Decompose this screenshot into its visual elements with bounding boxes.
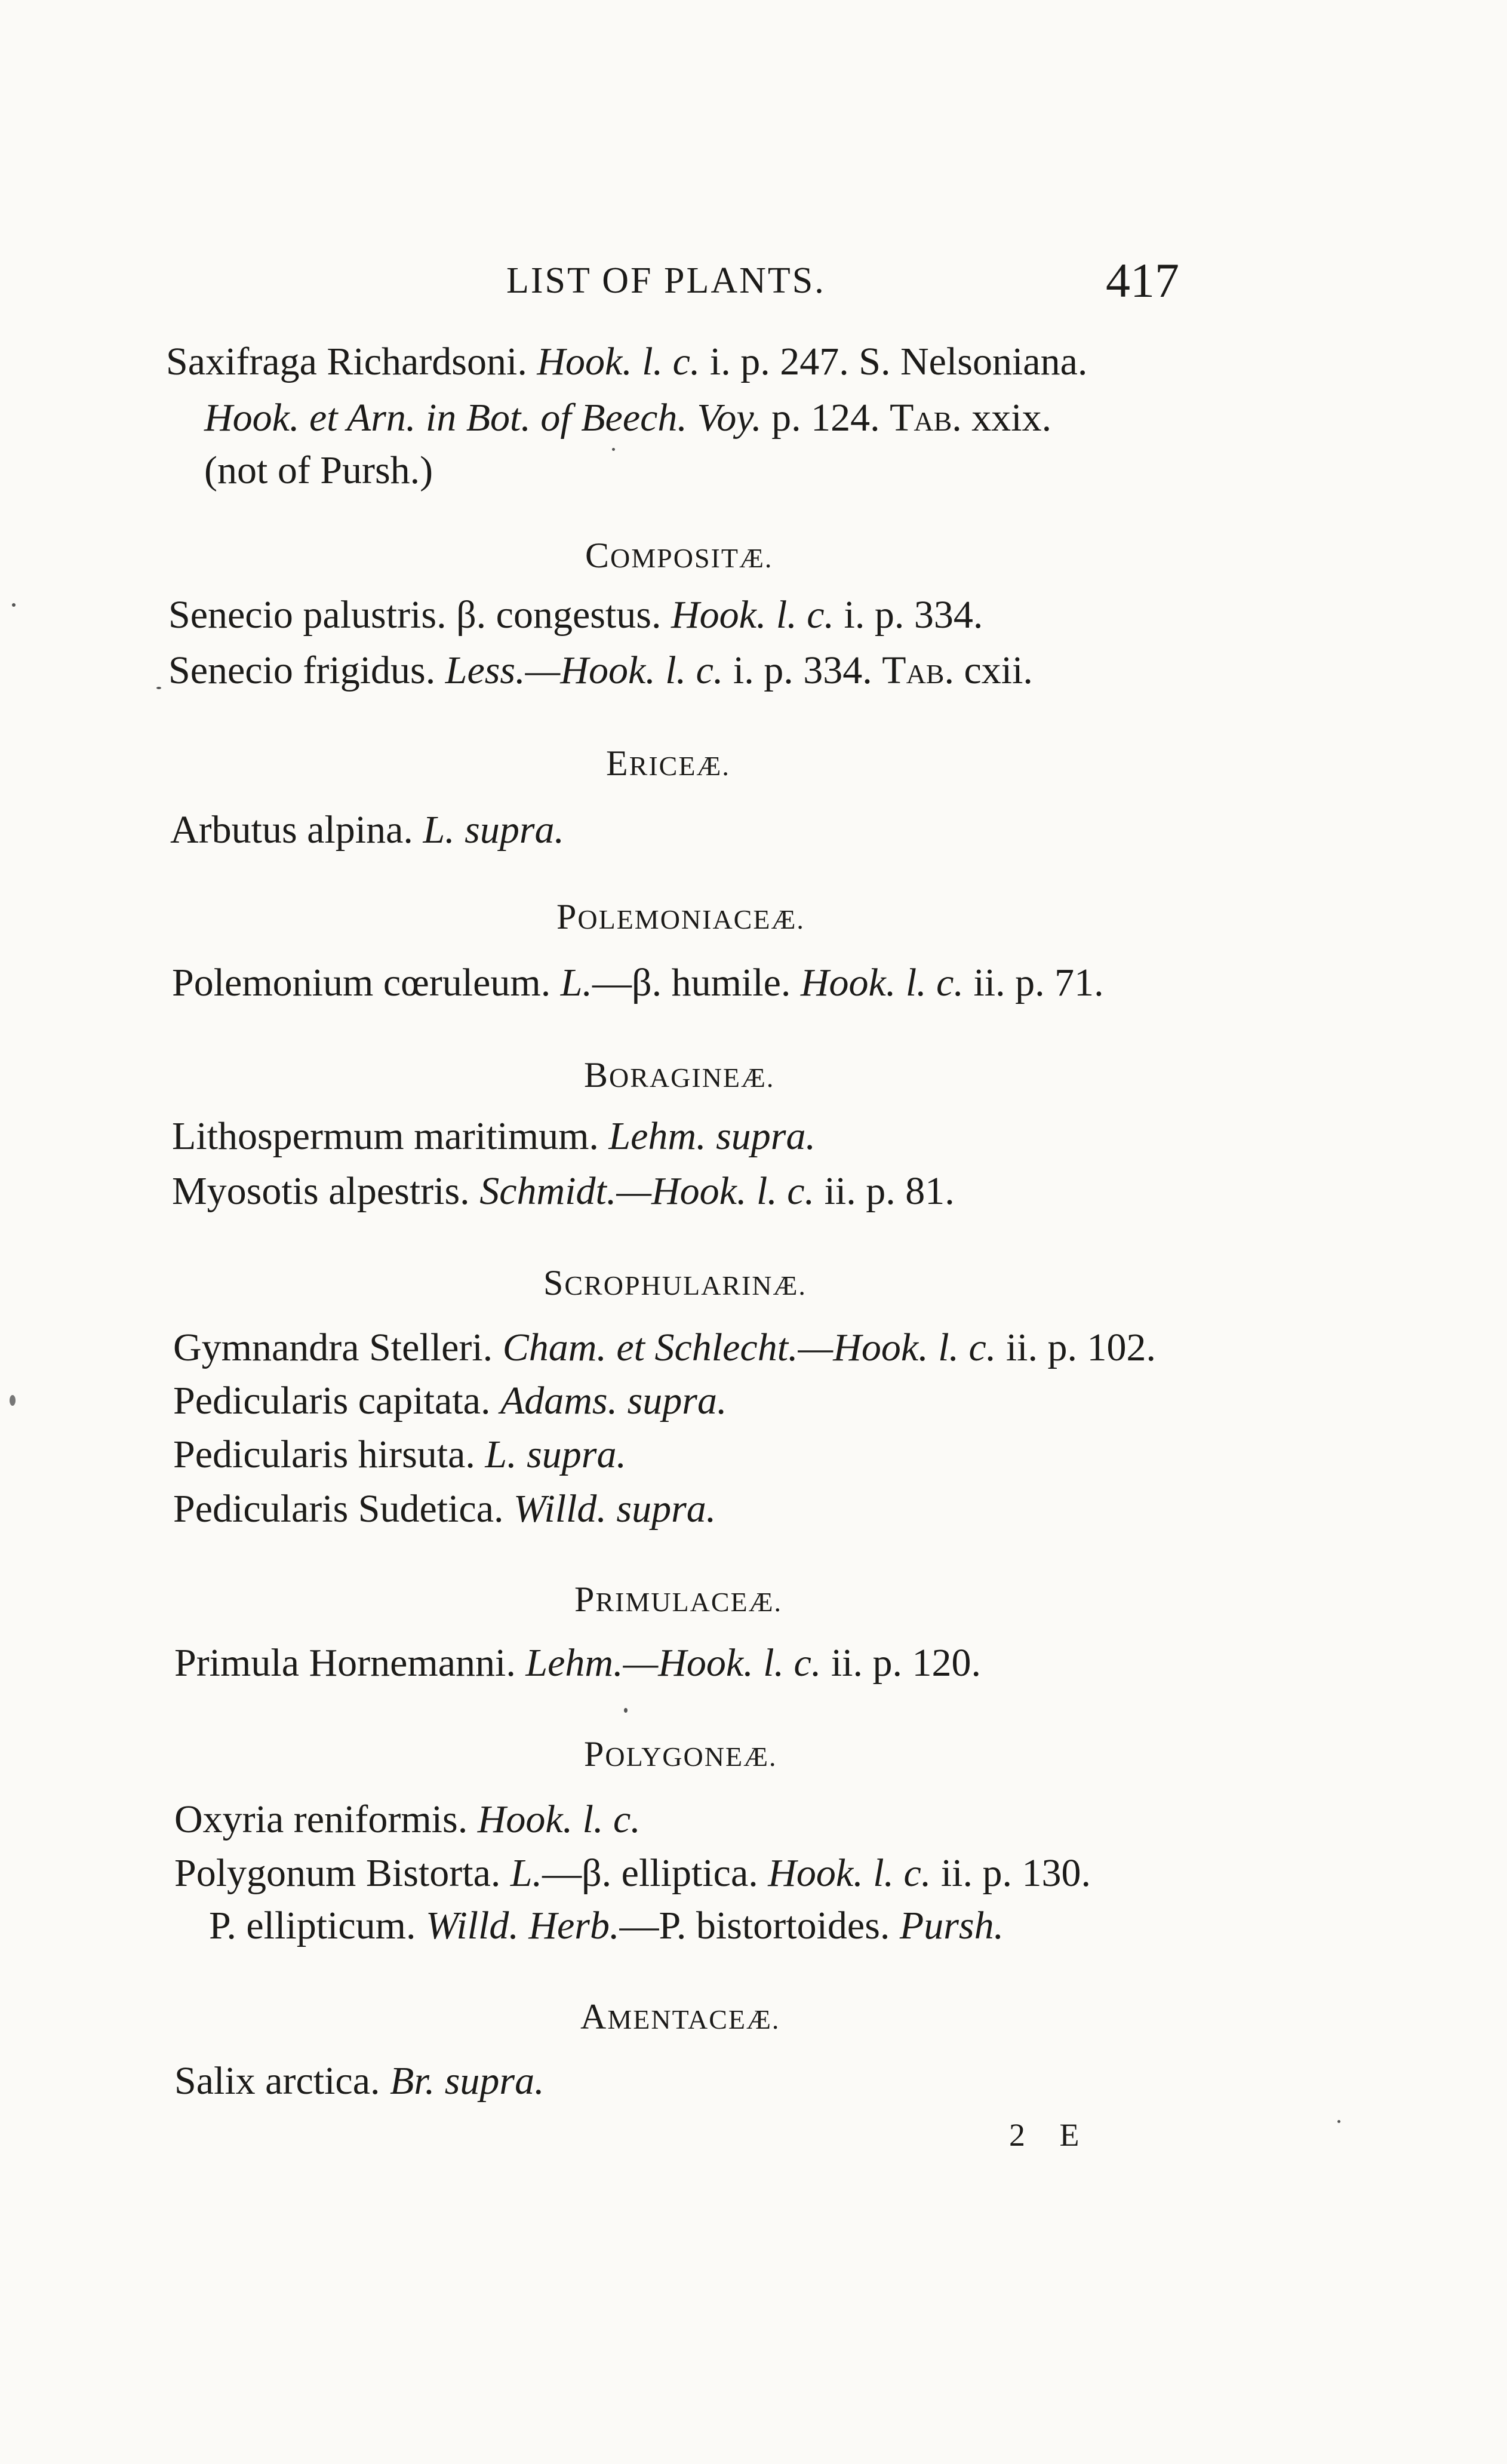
entry-polygonum-ellipticum <box>209 1902 1004 1950</box>
entry-reference: Schmidt.—Hook. l. c. <box>479 1169 815 1213</box>
entry-text: Saxifraga Richardsoni. <box>166 340 537 383</box>
entry-reference: L. <box>510 1851 543 1895</box>
entry-reference: Cham. et Schlecht.—Hook. l. c. <box>502 1326 997 1369</box>
entry-text: —P. bistortoides. <box>619 1904 900 1947</box>
entry-text: ii. p. 71. <box>963 961 1104 1004</box>
paper-speck <box>1337 2120 1340 2123</box>
entry-reference: L. <box>560 961 592 1004</box>
entry-reference: Willd. Herb. <box>426 1904 620 1947</box>
section-heading-boragineae: BORAGINEÆ. <box>584 1055 775 1095</box>
section-heading-polygoneae: POLYGONEÆ. <box>584 1734 777 1774</box>
entry-text: Pedicularis capitata. <box>173 1379 500 1423</box>
entry-oxyria-reniformis <box>174 1796 641 1844</box>
entry-text: Arbutus alpina. <box>170 808 423 852</box>
entry-reference: Hook. l. c. <box>768 1851 931 1895</box>
paper-speck <box>12 603 16 607</box>
entry-text: —β. elliptica. <box>542 1851 768 1895</box>
entry-text: cxii. <box>954 649 1033 692</box>
entry-reference: L. supra. <box>423 808 565 852</box>
paper-speck <box>612 448 615 451</box>
entry-text: Primula Hornemanni. <box>174 1641 526 1685</box>
entry-reference: Less.—Hook. l. c. <box>445 649 724 692</box>
paper-speck <box>624 1708 628 1713</box>
section-heading-primulaceae: PRIMULACEÆ. <box>574 1580 782 1619</box>
entry-text: Senecio palustris. β. congestus. <box>168 593 671 637</box>
entry-text: p. 124. <box>761 396 890 440</box>
entry-reference: Lehm. supra. <box>608 1114 816 1158</box>
entry-reference: Lehm.—Hook. l. c. <box>525 1641 822 1685</box>
paper-speck <box>10 1395 16 1406</box>
entry-text: —β. humile. <box>592 961 801 1004</box>
entry-polygonum-bistorta <box>174 1849 1091 1897</box>
running-title: LIST OF PLANTS. <box>506 260 826 301</box>
entry-text: Polygonum Bistorta. <box>174 1851 510 1895</box>
signature-mark: 2 E <box>1009 2117 1093 2153</box>
entry-pedicularis-capitata <box>173 1377 727 1425</box>
entry-senecio-frigidus <box>168 647 1033 695</box>
section-heading-scrophularinae: SCROPHULARINÆ. <box>543 1263 807 1302</box>
entry-tab: Tab. <box>890 396 962 440</box>
entry-arbutus-alpina <box>170 806 564 854</box>
entry-text: Gymnandra Stelleri. <box>173 1326 503 1369</box>
entry-text: ii. p. 130. <box>931 1851 1091 1895</box>
entry-text: Pedicularis hirsuta. <box>173 1433 485 1476</box>
paper-speck <box>156 687 161 689</box>
entry-reference: Hook. l. c. <box>477 1798 641 1841</box>
entry-reference: Hook. l. c. <box>671 593 835 637</box>
entry-text: P. ellipticum. <box>209 1904 426 1947</box>
entry-polemonium-coeruleum <box>172 959 1104 1007</box>
entry-saxifraga-line-1 <box>166 338 1087 386</box>
entry-reference: Hook. l. c. <box>800 961 964 1004</box>
entry-salix-arctica <box>174 2057 545 2105</box>
entry-pedicularis-hirsuta <box>173 1431 626 1479</box>
entry-senecio-palustris <box>168 591 983 639</box>
page-number: 417 <box>1106 253 1179 308</box>
entry-text: i. p. 334. <box>834 593 983 637</box>
entry-text: Senecio frigidus. <box>168 649 445 692</box>
entry-lithospermum-maritimum <box>172 1113 816 1160</box>
entry-reference: L. supra. <box>485 1433 626 1476</box>
entry-reference: Hook. l. c. <box>537 340 700 383</box>
entry-text: Pedicularis Sudetica. <box>173 1487 514 1531</box>
entry-reference: Adams. supra. <box>500 1379 727 1423</box>
entry-text: Polemonium cœruleum. <box>172 961 561 1004</box>
section-heading-amentaceae: AMENTACEÆ. <box>580 1997 780 2036</box>
entry-text: Oxyria reniformis. <box>174 1798 478 1841</box>
entry-saxifraga-line-3: (not of Pursh.) <box>204 448 433 492</box>
entry-saxifraga-line-2 <box>204 394 1051 442</box>
entry-text: Salix arctica. <box>174 2059 390 2103</box>
entry-reference: Pursh. <box>899 1904 1004 1947</box>
section-heading-compositae: COMPOSITÆ. <box>585 536 773 575</box>
entry-text: Lithospermum maritimum. <box>172 1114 609 1158</box>
entry-reference: Willd. supra. <box>513 1487 716 1531</box>
entry-text: ii. p. 120. <box>821 1641 982 1685</box>
entry-text: i. p. 247. S. Nelsoniana. <box>700 340 1088 383</box>
entry-text: ii. p. 81. <box>814 1169 955 1213</box>
entry-text: xxix. <box>961 396 1052 440</box>
entry-text: ii. p. 102. <box>996 1326 1157 1369</box>
entry-primula-hornemanni <box>174 1639 981 1687</box>
entry-reference: Hook. et Arn. in Bot. of Beech. Voy. <box>204 396 762 440</box>
entry-gymnandra-stelleri <box>173 1324 1156 1372</box>
entry-text: Myosotis alpestris. <box>172 1169 480 1213</box>
entry-reference: Br. supra. <box>390 2059 545 2103</box>
section-heading-polemoniaceae: POLEMONIACEÆ. <box>556 897 805 936</box>
section-heading-ericeae: ERICEÆ. <box>606 743 730 783</box>
entry-tab: Tab. <box>882 649 954 692</box>
entry-myosotis-alpestris <box>172 1168 955 1215</box>
entry-text: i. p. 334. <box>723 649 882 692</box>
entry-pedicularis-sudetica <box>173 1485 716 1533</box>
